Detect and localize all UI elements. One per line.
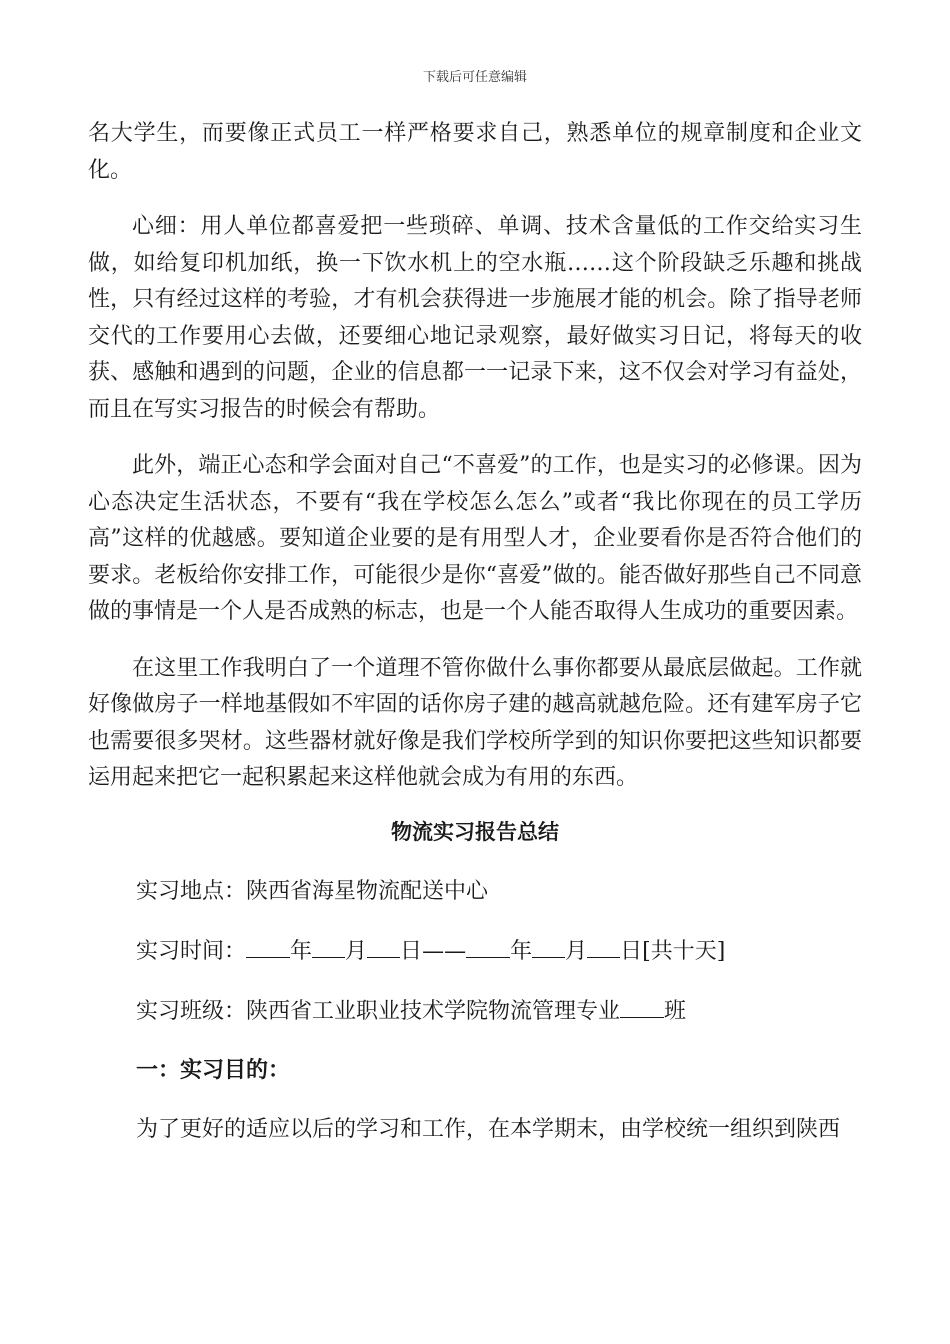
paragraph-continuation: 名大学生，而要像正式员工一样严格要求自己，熟悉单位的规章制度和企业文化。: [88, 121, 862, 183]
time-dash: ——: [422, 938, 467, 964]
blank-start-day: [367, 935, 400, 958]
internship-location: [136, 877, 862, 907]
blank-start-month: [312, 935, 345, 958]
time-year-char-2: 年: [510, 938, 533, 964]
paragraph-careful: 心细：用人单位都喜爱把一些琐碎、单调、技术含量低的工作交给实习生做，如给复印机加纸，换一下饮水机上的空水瓶……这个阶段缺乏乐趣和挑战性，只有经过这样的考验，才有机会获得进一步施展才能的机会。除了指导老师交代的工作要用心去做，还要细心地记录观察，最好做实习日记，将每天的收获、感触和遇到的问题，企业的信息都一一记录下来，这不仅会对学习有益处，而且在写实习报告的时候会有帮助。: [88, 214, 862, 422]
paragraph-attitude: 此外，端正心态和学会面对自己“不喜爱”的工作，也是实习的必修课。因为心态决定生活状态，不要有“我在学校怎么怎么”或者“我比你现在的员工学历高”这样的优越感。要知道企业要的是有用型人才，企业要看你是否符合他们的要求。老板给你安排工作，可能很少是你“喜爱”做的。能否做好那些自己不同意做的事情是一个人是否成熟的标志，也是一个人能否取得人生成功的重要因素。: [88, 453, 862, 624]
time-suffix: [共十天]: [642, 938, 726, 964]
section-purpose-heading: 一：实习目的：: [136, 1056, 291, 1083]
time-label: 实习时间：: [136, 938, 247, 964]
page-header-note: 下载后可任意编辑: [422, 70, 527, 85]
time-day-char: 日: [400, 938, 423, 964]
section-purpose-text: 为了更好的适应以后的学习和工作，在本学期末，由学校统一组织到陕西: [136, 1116, 841, 1142]
internship-class: [136, 995, 862, 1027]
class-value: 陕西省工业职业技术学院物流管理专业: [246, 998, 621, 1024]
blank-start-year: [246, 935, 290, 958]
time-day-char-2: 日: [620, 938, 643, 964]
location-label: 实习地点：: [136, 878, 247, 904]
time-month-char-2: 月: [565, 938, 588, 964]
paragraph-foundation: 在这里工作我明白了一个道理不管你做什么事你都要从最底层做起。工作就好像做房子一样地基假如不牢固的话你房子建的越高就越危险。还有建军房子它也需要很多哭材。这些器材就好像是我们学校所学到的知识你要把这些知识都要运用起来把它一起积累起来这样他就会成为有用的东西。: [88, 655, 862, 790]
blank-end-day: [587, 935, 620, 958]
document-body: [88, 116, 862, 1145]
time-month-char: 月: [345, 938, 368, 964]
time-year-char: 年: [290, 938, 313, 964]
report-title: 物流实习报告总结: [391, 818, 559, 844]
blank-end-year: [466, 935, 510, 958]
class-label: 实习班级：: [136, 998, 247, 1024]
class-suffix: 班: [664, 998, 687, 1024]
location-value: 陕西省海星物流配送中心: [246, 878, 489, 904]
blank-end-month: [532, 935, 565, 958]
internship-time: [136, 935, 862, 967]
blank-class-number: [620, 995, 664, 1018]
